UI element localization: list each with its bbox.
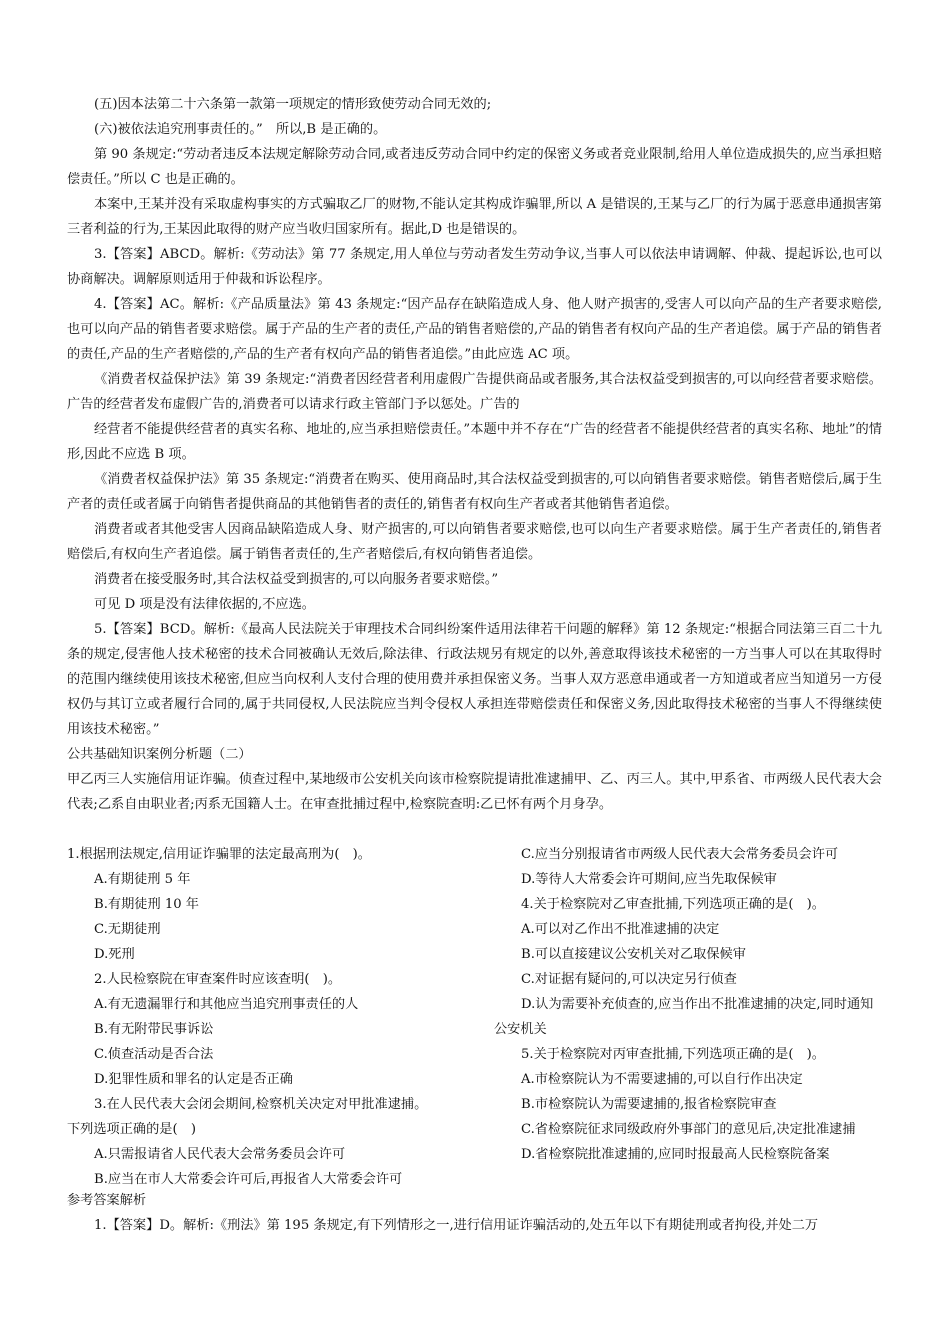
paragraph: 经营者不能提供经营者的真实名称、地址的,应当承担赔偿责任。”本题中并不存在“广告的经营者不能提供经营者的真实名称、地址”的情形,因此不应选 B 项。 (67, 422, 882, 462)
option: A.市检察院认为不需要逮捕的,可以自行作出决定 (521, 1072, 803, 1087)
left-column (67, 842, 487, 1192)
question: 3.在人民代表大会闭会期间,检察机关决定对甲批准逮捕。 (94, 1097, 428, 1112)
option: A.只需报请省人民代表大会常务委员会许可 (94, 1147, 346, 1162)
option: C.应当分别报请省市两级人民代表大会常务委员会许可 (521, 847, 839, 862)
option: A.有期徒刑 5 年 (94, 872, 191, 887)
answer-section (67, 1188, 882, 1238)
question-continuation: 下列选项正确的是( ) (67, 1122, 196, 1137)
option: A.有无遗漏罪行和其他应当追究刑事责任的人 (94, 997, 359, 1012)
paragraph: 3.【答案】ABCD。解析:《劳动法》第 77 条规定,用人单位与劳动者发生劳动争议,当事人可以依法申请调解、仲裁、提起诉讼,也可以协商解决。调解原则适用于仲裁和诉讼程序。 (67, 247, 882, 287)
body-text (67, 92, 882, 817)
option: D.认为需要补充侦查的,应当作出不批准逮捕的决定,同时通知公安机关 (494, 997, 874, 1037)
option: C.对证据有疑问的,可以决定另行侦查 (521, 972, 737, 987)
option: A.可以对乙作出不批准逮捕的决定 (521, 922, 720, 937)
question: 2.人民检察院在审查案件时应该查明( )。 (94, 972, 342, 987)
paragraph: (五)因本法第二十六条第一款第一项规定的情形致使劳动合同无效的; (94, 97, 492, 112)
option: C.无期徒刑 (94, 922, 161, 937)
paragraph: 可见 D 项是没有法律依据的,不应选。 (94, 597, 315, 612)
option: D.等待人大常委会许可期间,应当先取保候审 (521, 872, 777, 887)
option: C.侦查活动是否合法 (94, 1047, 214, 1062)
option: D.犯罪性质和罪名的认定是否正确 (94, 1072, 293, 1087)
option: D.死刑 (94, 947, 135, 962)
paragraph: 4.【答案】AC。解析:《产品质量法》第 43 条规定:“因产品存在缺陷造成人身、他人财产损害的,受害人可以向产品的生产者要求赔偿,也可以向产品的销售者要求赔偿。属于产品的生产者的责任,产品的销售者赔偿的,产品的销售者有权向产品的生产者追偿。属于产品的销售者的责任,产品的生产者赔偿的,产品的生产者有权向产品的销售者追偿。”由此应选 AC 项。 (67, 297, 882, 362)
option: B.市检察院认为需要逮捕的,报省检察院审查 (521, 1097, 777, 1112)
case-description: 甲乙丙三人实施信用证诈骗。侦查过程中,某地级市公安机关向该市检察院提请批准逮捕甲、乙、丙三人。其中,甲系省、市两级人民代表大会代表;乙系自由职业者;丙系无国籍人士。在审查批捕过程中,检察院查明:乙已怀有两个月身孕。 (67, 772, 882, 812)
option: C.省检察院征求同级政府外事部门的意见后,决定批准逮捕 (521, 1122, 856, 1137)
section-title: 公共基础知识案例分析题（二） (67, 747, 252, 762)
paragraph: 5.【答案】BCD。解析:《最高人民法院关于审理技术合同纠纷案件适用法律若干问题的解释》第 12 条规定:“根据合同法第三百二十九条的规定,侵害他人技术秘密的技术合同被确认无效后,除法律、行政法规另有规定的以外,善意取得该技术秘密的一方当事人可以在其取得时的范围内继续使用该技术秘密,但应当向权利人支付合理的使用费并承担保密义务。当事人双方恶意串通或者一方知道或者应当知道另一方侵权仍与其订立或者履行合同的,属于共同侵权,人民法院应当判令侵权人承担连带赔偿责任和保密义务,因此取得技术秘密的当事人不得继续使用该技术秘密。” (67, 622, 882, 737)
paragraph: 《消费者权益保护法》第 35 条规定:“消费者在购买、使用商品时,其合法权益受到损害的,可以向销售者要求赔偿。销售者赔偿后,属于生产者的责任或者属于向销售者提供商品的其他销售者的责任的,销售者有权向生产者或者其他销售者追偿。 (67, 472, 882, 512)
paragraph: 《消费者权益保护法》第 39 条规定:“消费者因经营者利用虚假广告提供商品或者服务,其合法权益受到损害的,可以向经营者要求赔偿。广告的经营者发布虚假广告的,消费者可以请求行政主管部门予以惩处。广告的 (67, 372, 882, 412)
option: B.可以直接建议公安机关对乙取保候审 (521, 947, 746, 962)
question: 5.关于检察院对丙审查批捕,下列选项正确的是( )。 (521, 1047, 825, 1062)
question: 4.关于检察院对乙审查批捕,下列选项正确的是( )。 (521, 897, 825, 912)
option: D.省检察院批准逮捕的,应同时报最高人民检察院备案 (521, 1147, 830, 1162)
paragraph: 消费者或者其他受害人因商品缺陷造成人身、财产损害的,可以向销售者要求赔偿,也可以向生产者要求赔偿。属于生产者责任的,销售者赔偿后,有权向生产者追偿。属于销售者责任的,生产者赔偿后,有权向销售者追偿。 (67, 522, 882, 562)
question: 1.根据刑法规定,信用证诈骗罪的法定最高刑为( )。 (67, 847, 371, 862)
paragraph: (六)被依法追究刑事责任的。” 所以,B 是正确的。 (94, 122, 387, 137)
answer-title: 参考答案解析 (67, 1193, 147, 1208)
paragraph: 消费者在接受服务时,其合法权益受到损害的,可以向服务者要求赔偿。” (94, 572, 499, 587)
paragraph: 本案中,王某并没有采取虚构事实的方式骗取乙厂的财物,不能认定其构成诈骗罪,所以 A 是错误的,王某与乙厂的行为属于恶意串通损害第三者利益的行为,王某因此取得的财产应当收归国家所有。据此,D 也是错误的。 (67, 197, 882, 237)
option: B.有无附带民事诉讼 (94, 1022, 214, 1037)
answer-line: 1.【答案】D。解析:《刑法》第 195 条规定,有下列情形之一,进行信用证诈骗活动的,处五年以下有期徒刑或者拘役,并处二万 (94, 1218, 819, 1233)
option: B.有期徒刑 10 年 (94, 897, 199, 912)
paragraph: 第 90 条规定:“劳动者违反本法规定解除劳动合同,或者违反劳动合同中约定的保密义务或者竞业限制,给用人单位造成损失的,应当承担赔偿责任。”所以 C 也是正确的。 (67, 147, 882, 187)
right-column (494, 842, 886, 1167)
option: B.应当在市人大常委会许可后,再报省人大常委会许可 (94, 1172, 403, 1187)
